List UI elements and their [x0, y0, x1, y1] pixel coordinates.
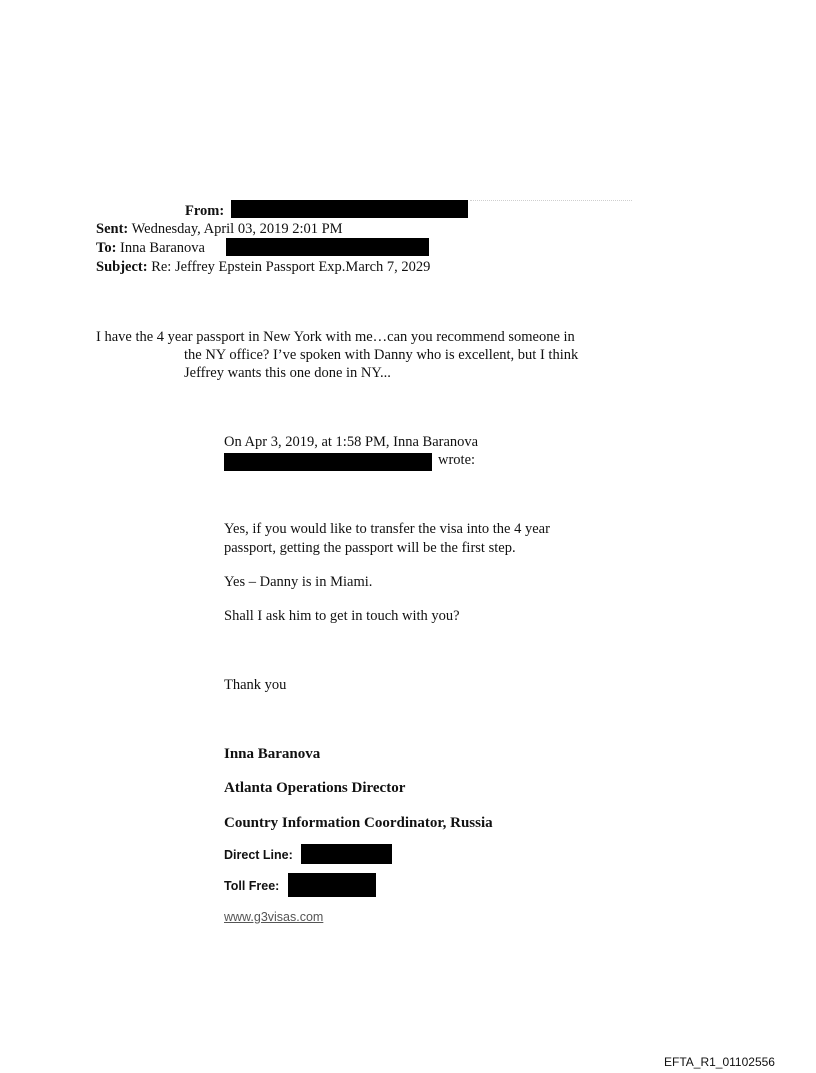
sent-label: Sent: [96, 221, 129, 237]
redaction-from [231, 200, 468, 218]
body-line-3: Jeffrey wants this one done in NY... [184, 365, 391, 381]
quoted-thanks: Thank you [224, 677, 287, 693]
direct-line-label: Direct Line: [224, 848, 293, 862]
quoted-para2: Yes – Danny is in Miami. [224, 574, 373, 590]
signature-name: Inna Baranova [224, 746, 321, 762]
subject-line [96, 259, 430, 276]
quoted-intro: On Apr 3, 2019, at 1:58 PM, Inna Baranova [224, 434, 479, 450]
redaction-toll-free [288, 873, 376, 897]
redaction-direct-line [301, 844, 392, 864]
quoted-para1-line2: passport, getting the passport will be the first step. [224, 540, 516, 556]
quoted-para1-line1: Yes, if you would like to transfer the visa into the 4 year [224, 521, 550, 537]
to-value: Inna Baranova [120, 240, 205, 256]
sent-line [96, 221, 343, 238]
subject-value: Re: Jeffrey Epstein Passport Exp.March 7, 2029 [151, 259, 431, 275]
bates-number: EFTA_R1_01102556 [664, 1055, 775, 1069]
signature-title-1: Atlanta Operations Director [224, 780, 406, 796]
quoted-wrote: wrote: [438, 452, 476, 468]
redaction-email [224, 453, 432, 471]
sent-value: Wednesday, April 03, 2019 2:01 PM [131, 221, 343, 237]
to-label: To: [96, 240, 117, 256]
to-line [96, 240, 205, 257]
from-label: From: [185, 203, 225, 219]
header-rule [470, 200, 632, 201]
signature-title-2: Country Information Coordinator, Russia [224, 815, 493, 831]
toll-free-label: Toll Free: [224, 879, 280, 893]
body-line-2: the NY office? I’ve spoken with Danny who is excellent, but I think [184, 347, 579, 363]
website-link[interactable]: www.g3visas.com [224, 910, 324, 924]
quoted-para3: Shall I ask him to get in touch with you? [224, 608, 460, 624]
subject-label: Subject: [96, 259, 148, 275]
body-line-1: I have the 4 year passport in New York with me…can you recommend someone in [96, 329, 575, 345]
redaction-to [226, 238, 429, 256]
